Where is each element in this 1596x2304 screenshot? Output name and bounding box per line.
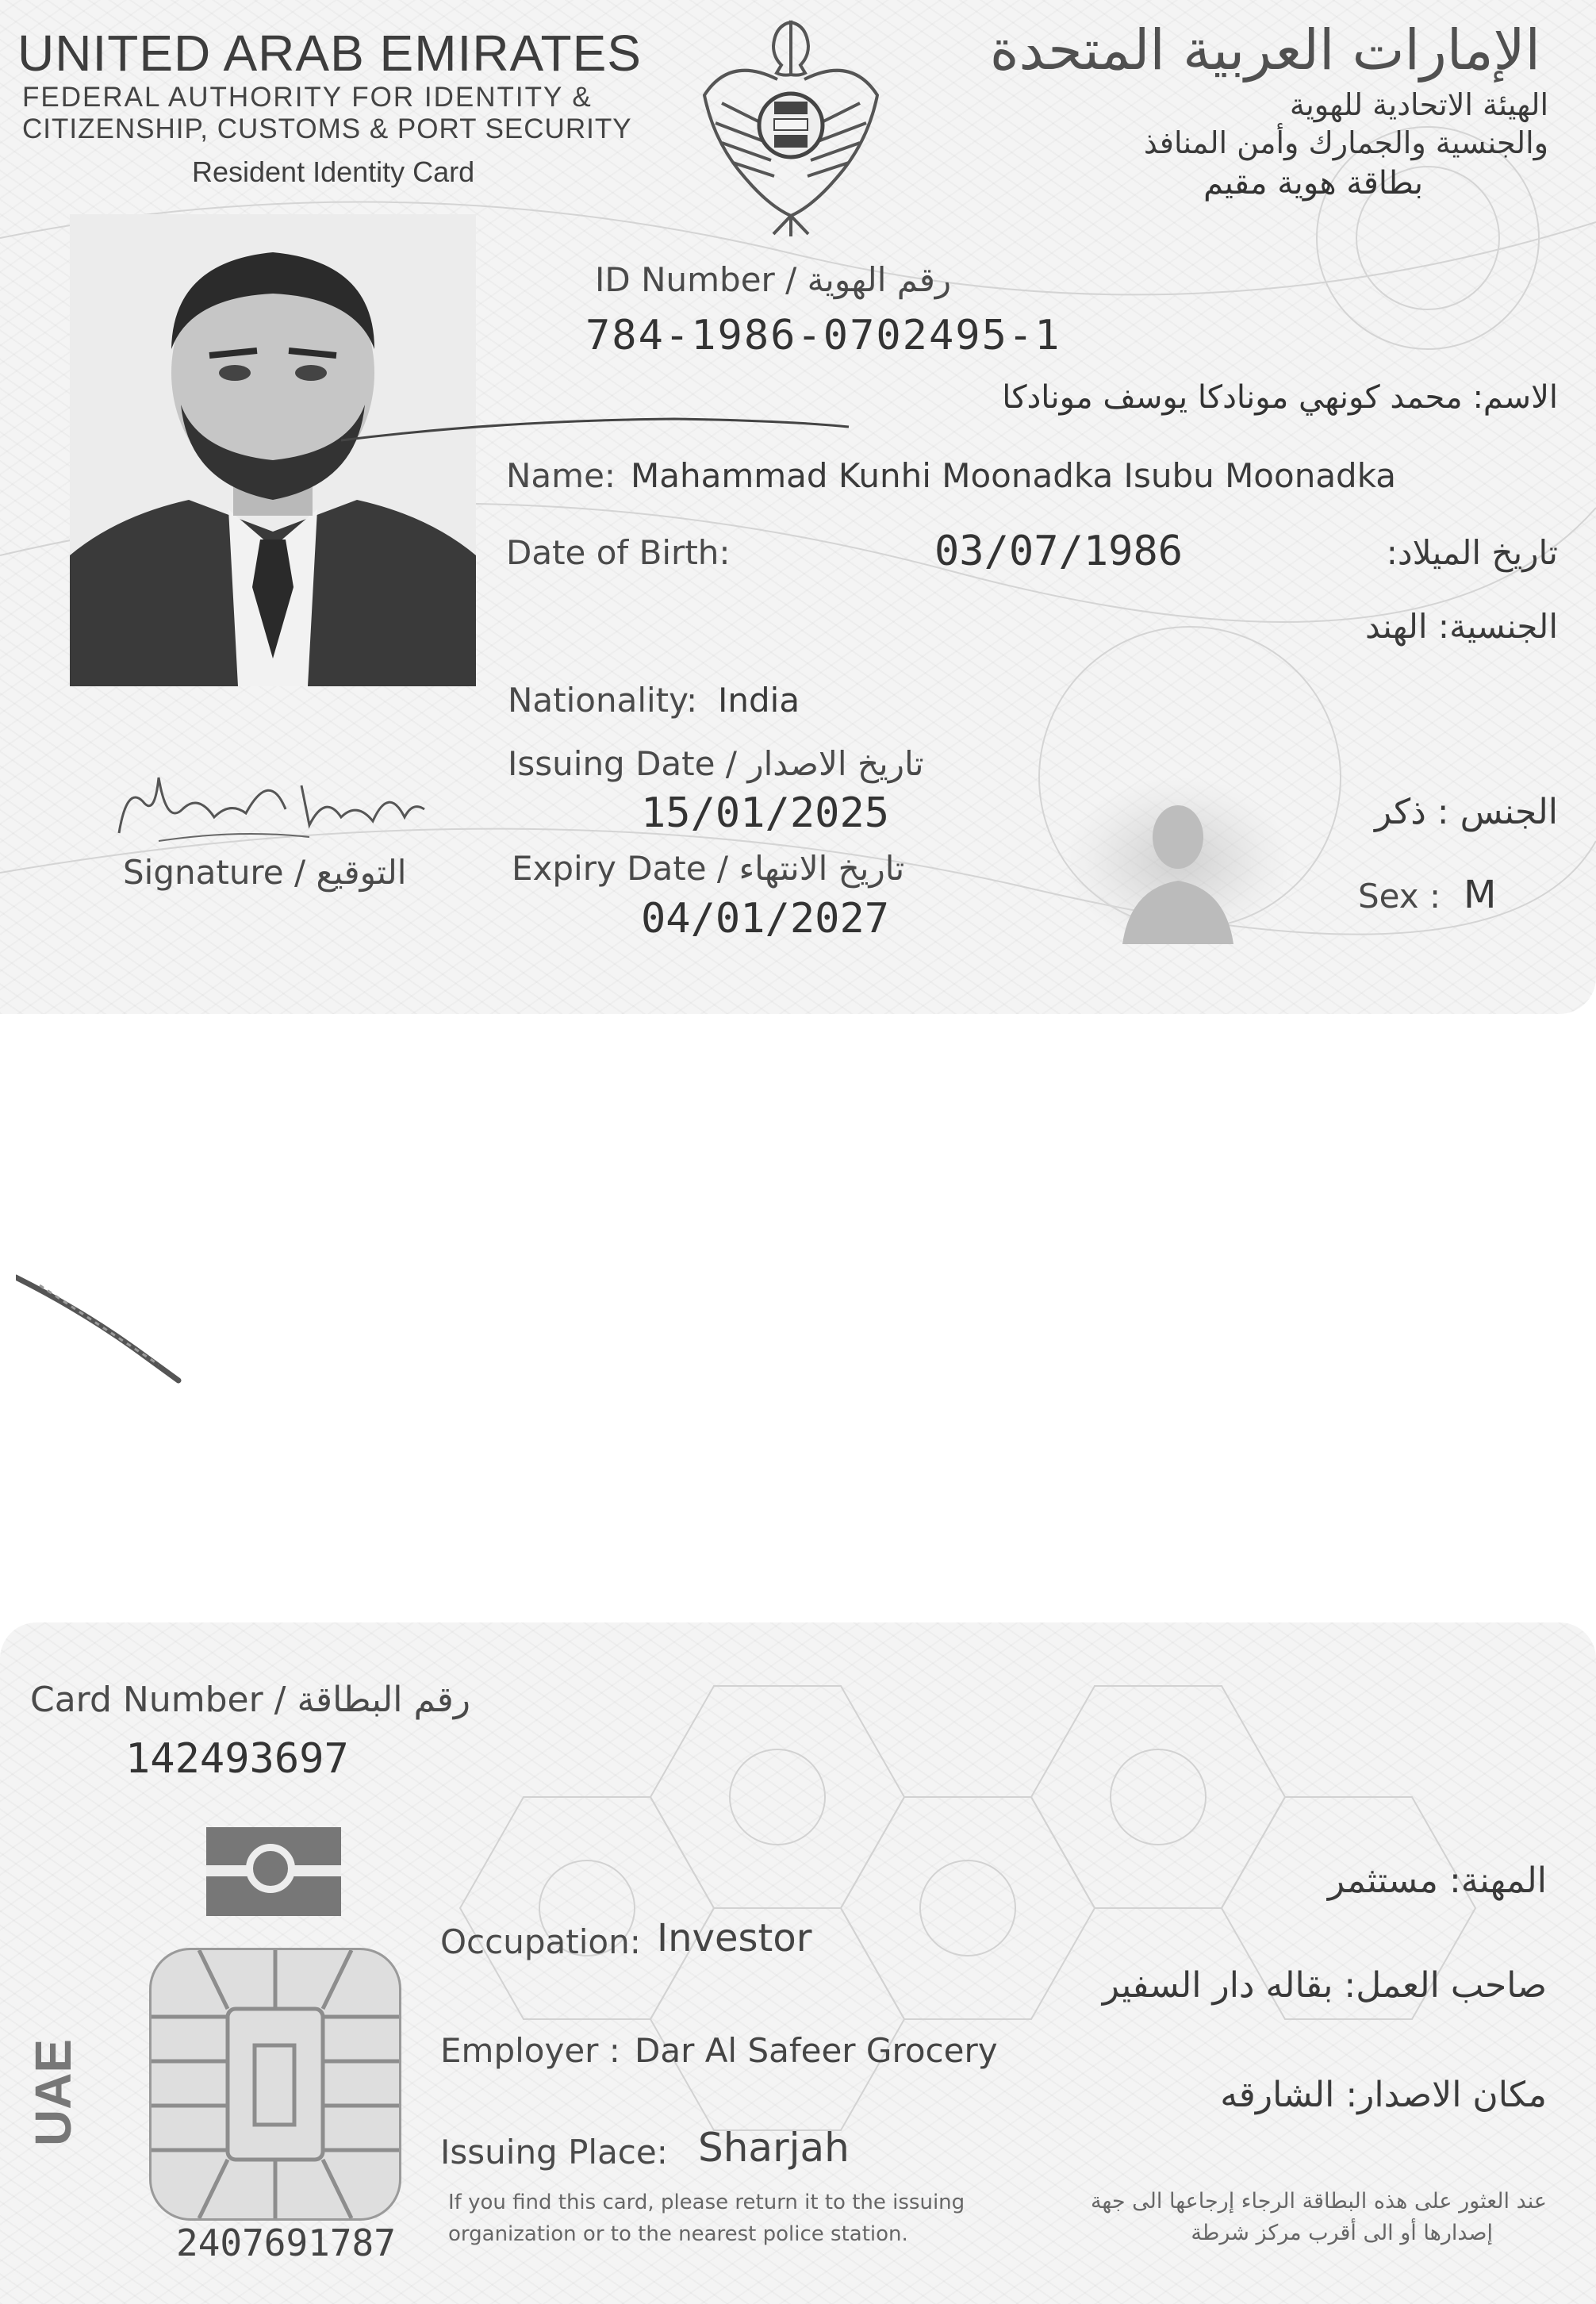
card-logo-mark bbox=[206, 1827, 341, 1916]
dob-label-ar: تاريخ الميلاد: bbox=[1386, 533, 1558, 572]
name-ar: الاسم: محمد كونهي مونادكا يوسف مونادكا bbox=[1002, 379, 1558, 416]
return-note-en-line2: organization or to the nearest police station. bbox=[448, 2222, 908, 2246]
sex-label: Sex : bbox=[1358, 877, 1441, 916]
issuing-place-label: Issuing Place: bbox=[440, 2133, 668, 2172]
employer-value: Dar Al Safeer Grocery bbox=[635, 2031, 998, 2070]
employer-ar: صاحب العمل: بقاله دار السفير bbox=[1102, 1965, 1547, 2006]
card-number-value: 142493697 bbox=[125, 1735, 349, 1783]
ghost-photo bbox=[1067, 778, 1289, 944]
return-note-ar-line1: عند العثور على هذه البطاقة الرجاء إرجاعها الى جهة bbox=[1090, 2189, 1547, 2214]
occupation-ar: المهنة: مستثمر bbox=[1327, 1860, 1547, 1901]
uae-falcon-emblem bbox=[698, 8, 884, 238]
ink-stroke bbox=[341, 405, 857, 452]
sex-value: M bbox=[1464, 873, 1497, 917]
issuing-place-ar: مكان الاصدار: الشارقه bbox=[1220, 2075, 1547, 2115]
nationality-value: India bbox=[718, 681, 800, 720]
dob-label: Date of Birth: bbox=[506, 533, 731, 572]
card-type-en: Resident Identity Card bbox=[192, 156, 475, 188]
uae-side-text: UAE bbox=[25, 2038, 82, 2146]
occupation-value: Investor bbox=[657, 1916, 812, 1960]
card-type-ar: بطاقة هوية مقيم bbox=[1203, 165, 1423, 202]
id-number-value: 784-1986-0702495-1 bbox=[585, 312, 1061, 359]
name-label: Name: bbox=[506, 456, 616, 495]
issuing-date-label: Issuing Date / تاريخ الاصدار bbox=[508, 744, 924, 783]
sex-ar: الجنس : ذكر bbox=[1374, 792, 1558, 832]
authority-line1-en: FEDERAL AUTHORITY FOR IDENTITY & bbox=[22, 82, 593, 113]
name-value: Mahammad Kunhi Moonadka Isubu Moonadka bbox=[631, 456, 1397, 495]
dob-value: 03/07/1986 bbox=[934, 528, 1184, 575]
country-title-ar: الإمارات العربية المتحدة bbox=[989, 17, 1540, 83]
issuing-date-value: 15/01/2025 bbox=[641, 789, 890, 837]
expiry-date-value: 04/01/2027 bbox=[641, 895, 890, 943]
chip-serial-number: 2407691787 bbox=[176, 2221, 396, 2264]
return-note-ar-line2: إصدارها أو الى أقرب مركز شرطة bbox=[1191, 2221, 1493, 2245]
expiry-date-label: Expiry Date / تاريخ الانتهاء bbox=[512, 849, 905, 888]
authority-line1-ar: الهيئة الاتحادية للهوية bbox=[1289, 87, 1548, 122]
occupation-label: Occupation: bbox=[440, 1922, 641, 1961]
authority-line2-en: CITIZENSHIP, CUSTOMS & PORT SECURITY bbox=[22, 113, 632, 144]
signature-label: Signature / التوقيع bbox=[123, 853, 407, 892]
handwritten-signature bbox=[111, 754, 428, 857]
pen-mark bbox=[16, 1269, 198, 1388]
nationality-ar: الجنسية: الهند bbox=[1365, 607, 1558, 646]
id-card-front bbox=[0, 0, 1596, 1014]
authority-line2-ar: والجنسية والجمارك وأمن المنافذ bbox=[1143, 125, 1548, 160]
id-number-label: ID Number / رقم الهوية bbox=[595, 260, 952, 299]
country-title-en: UNITED ARAB EMIRATES bbox=[17, 25, 642, 82]
issuing-place-value: Sharjah bbox=[698, 2125, 850, 2171]
employer-label: Employer : bbox=[440, 2031, 620, 2070]
nationality-label: Nationality: bbox=[508, 681, 698, 720]
chip-contacts-pattern bbox=[152, 1950, 399, 2218]
card-number-label: Card Number / رقم البطاقة bbox=[30, 1680, 471, 1720]
smart-card-chip bbox=[149, 1948, 401, 2221]
return-note-en-line1: If you find this card, please return it to the issuing bbox=[448, 2191, 965, 2214]
